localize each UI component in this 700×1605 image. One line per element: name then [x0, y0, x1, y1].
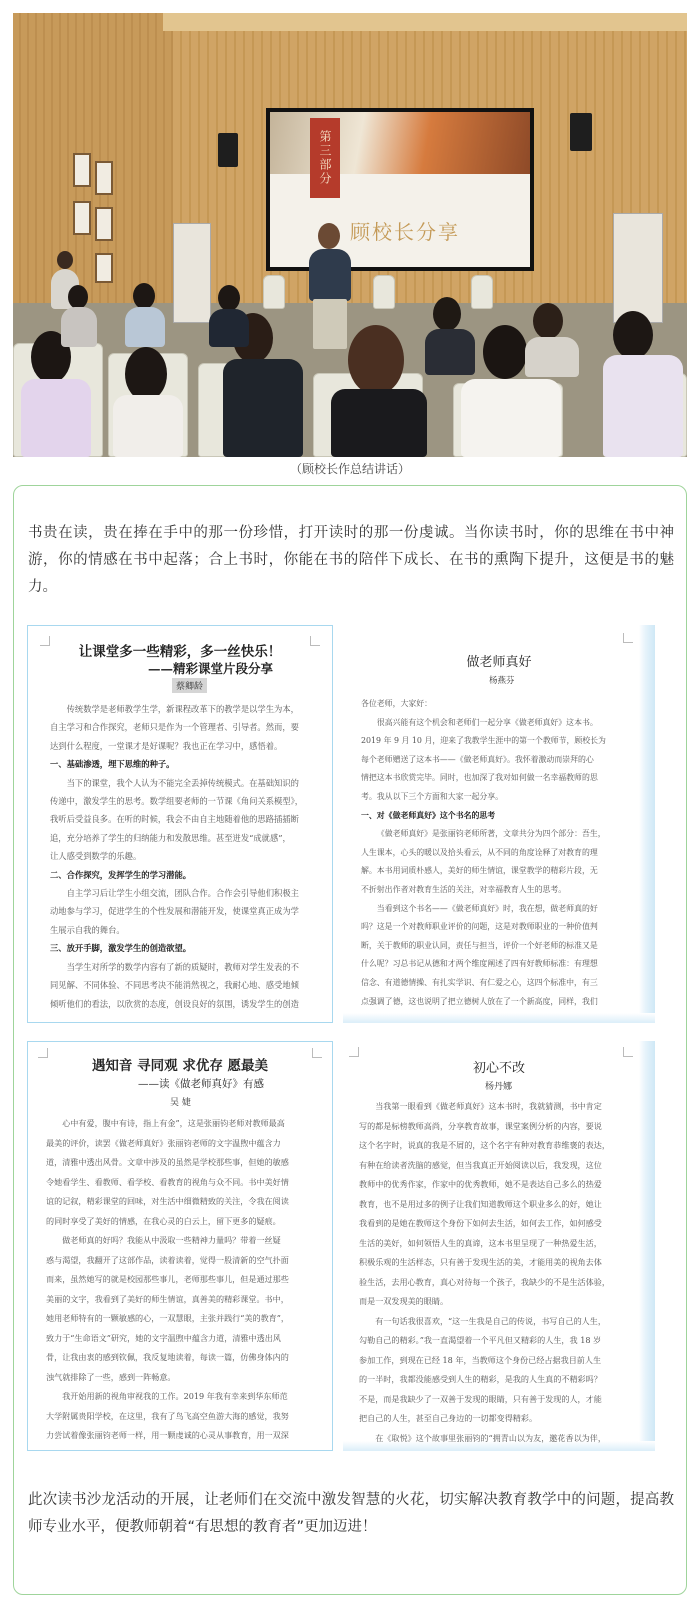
doc-line: 很高兴能有这个机会和老师们一起分享《做老师真好》这本书。: [376, 717, 598, 727]
doc-line: 而是一双发现美的眼睛。: [359, 1296, 449, 1306]
event-photo: [13, 13, 687, 457]
doc-title: 让课堂多一些精彩，多一丝快乐！: [78, 644, 282, 660]
doc-line: 当看到这个书名——《做老师真好》时，我在想，做老师真的好: [376, 903, 598, 913]
left-wood-wall: [13, 13, 173, 313]
doc-line: 追，充分培养了学生的归纳能力和发散思维。甚至迸发“成就感”，: [50, 832, 291, 843]
doc-line: 倾听他们的看法，以欣赏的态度，创设良好的氛围，诱发学生的创造: [50, 998, 299, 1009]
doc-image-good-teacher: [343, 625, 655, 1023]
doc-line: 吗？这是一个对教师职业评价的问题，这是对教师职业的一种价值判: [361, 922, 598, 932]
doc-line: 信念、有道德情操、有扎实学识、有仁爱之心，这四个标准中，有三: [361, 977, 598, 987]
wall-portrait: [95, 161, 113, 195]
doc-line: 写的都是标榜教师高尚，分享教育故事，课堂案例分析的内容，要说: [359, 1120, 602, 1131]
doc-line: 参加工作，到现在已经 18 年，当教师这个身份已经占据我目前人生: [359, 1354, 602, 1365]
doc-line: 大学附属贵阳学校，在这里，我有了鸟飞高空鱼游大海的感觉，我努: [46, 1410, 289, 1421]
doc-line: 谊的记叙，精彩课堂的回味，对生活中细微精致的关注，令我在阅读: [46, 1196, 289, 1206]
doc-line: 有种在给读者洗脑的感觉，但当我真正开始阅读以后，我发现，这位: [359, 1159, 602, 1170]
doc-line: 勾勒自己的精彩。”我一直渴望着一个平凡但又精彩的人生，我 18 岁: [359, 1335, 602, 1345]
doc-line: 她用老师特有的一颗敏感的心，一双慧眼，主张并践行“美的教育”，: [46, 1313, 289, 1323]
doc-line: 心中有爱，腹中有诗，指上有金”，这是张丽钧老师对教师最高: [62, 1118, 285, 1128]
doc-subtitle: ——精彩课堂片段分享: [148, 661, 274, 676]
doc-line: 把自己的人生，甚至自己身边的一切都变得精彩。: [359, 1413, 538, 1423]
doc-line: 积极乐观的生活样态，只有善于发现生活的美，才能用美的视角去体: [359, 1257, 602, 1267]
slide-section-tag: 第三部分: [310, 118, 340, 198]
doc-line: 在《取悦》这个故事里张丽钧的“拥青山以为友，邀花香以为伴，: [375, 1432, 606, 1443]
doc-line: 什么呢？习总书记从德和才两个维度阐述了四有好教师标准：有理想: [361, 959, 598, 969]
doc-line: 解。本书用词质朴感人，美好的师生情谊，课堂教学的精彩片段，无: [361, 866, 598, 876]
doc-line: 每个老师赠送了这本书——《做老师真好》。我怀着激动而崇拜的心: [361, 754, 594, 764]
doc-line: 一、基础渗透，埋下思维的种子。: [50, 759, 175, 770]
doc-line: 当下的课堂，我个人认为不能完全丢掉传统模式。在基础知识的: [66, 777, 299, 788]
doc-image-classroom-sharing: [27, 625, 333, 1023]
doc-line: 传递中，激发学生的思考。数学组要老师的一节课《角问关系模型》，: [50, 796, 304, 807]
doorway: [173, 223, 211, 323]
doc-subtitle: ——读《做老师真好》有感: [138, 1078, 264, 1090]
doc-image-original-aspiration: [343, 1041, 655, 1451]
doc-line: 我看到的是她在教师这个身份下如何去生活，如何去工作，如何感受: [359, 1218, 602, 1228]
doc-line: 浊气就排除了一些，感到一阵畅意。: [46, 1371, 176, 1382]
doc-line: 惑与渴望，我翻开了这部作品，读着读着，觉得一股清新的空气扑面: [46, 1254, 289, 1265]
doc-line: 做老师真的好吗？我能从中汲取一些精神力量吗？带着一丝疑: [62, 1235, 281, 1245]
doc-line: 考。我从以下三个方面和大家一起分享。: [361, 791, 504, 801]
doc-line: 我开始用新的视角审视我的工作。2019 年我有幸来到华东师范: [62, 1391, 288, 1401]
slide-banner-image: [270, 112, 530, 174]
side-door: [613, 213, 663, 323]
wall-speaker: [570, 113, 592, 151]
doc-line: 传统数学是老师教学生学，新课程改革下的教学是以学生为本，: [66, 704, 299, 714]
doc-image-reading-reflection: [27, 1041, 333, 1451]
doc-line: 道，清雅中透出风骨。文章中涉及的虽然是学校那些事，但她的敏感: [46, 1157, 289, 1167]
ceiling: [163, 13, 687, 31]
doc-line: 最美的评价，读罢《做老师真好》张丽钧老师的文字温煦中蕴含力: [46, 1137, 281, 1148]
doc-line: 的同时享受了美好的情感，在我心灵的白云上，留下更多的疑痕。: [46, 1215, 281, 1226]
wall-portrait: [95, 253, 113, 283]
doc-line: 同见解、不同体验、不同思考决不能消然视之，我耐心地、感受地倾: [50, 980, 299, 991]
doc-line: 令她看学生、看教师、看学校、看教育的视角与众不同。书中美好情: [46, 1176, 289, 1187]
stage-chair: [263, 275, 285, 309]
wall-portrait: [95, 207, 113, 241]
doc-line: 教育，也不是用过多的例子让我们知道教师这个职业多么的好，她让: [359, 1198, 602, 1209]
doc-line: 我听后受益良多。在听的时候，我会不由自主地随着他的思路插插断: [50, 814, 299, 825]
doc-line: 生活的美好，如何领悟人生的真谛，这本书里呈现了一种热爱生活，: [359, 1237, 602, 1248]
doc-line: 骨，让我由衷的感到钦佩，我反复地读着，每读一篇，仿佛身体内的: [46, 1352, 289, 1362]
doc-line: 而来，虽然她写的就是校园那些事儿，老师那些事儿，但是通过那些: [46, 1274, 289, 1284]
doc-line: 当学生对所学的数学内容有了新的质疑时，教师对学生发表的不: [66, 961, 299, 972]
doc-line: 生展示自我的舞台。: [50, 924, 125, 935]
doc-line: 一、对《做老师真好》这个书名的思考: [361, 810, 496, 820]
doc-line: 动地参与学习，促进学生的个性发展和潜能开发，使课堂真正成为学: [50, 906, 299, 917]
doc-line: 美丽的文字，我看到了美好的师生情谊，真善美的精彩课堂。书中，: [46, 1293, 289, 1304]
doc-line: 教师中的优秀作家，作家中的优秀教师，她不是表达自己多么的热爱: [359, 1179, 602, 1189]
doc-body: [361, 695, 631, 1011]
doc-line: 自主学习和合作探究，老师只是作为一个管理者、引导者。然而，要: [50, 722, 299, 733]
content-card: [13, 485, 687, 1595]
wall-portrait: [73, 201, 91, 235]
doc-line: 断，关于教师的职业认同，责任与担当，评价一个好老师的标准又是: [361, 940, 598, 950]
doc-line: 人生课本，心头的暖以及拾头看云，从不同的角度诠释了对教育的理: [361, 847, 598, 857]
doc-line: 《做老师真好》是张丽钧老师所著，文章共分为四个部分：吾生，: [376, 829, 606, 839]
doc-line: 各位老师，大家好：: [361, 699, 433, 708]
doc-line: 当我第一眼看到《做老师真好》这本书时，我就猜测，书中肯定: [375, 1101, 602, 1111]
doc-title: 遇知音 寻同观 求优存 愿最美: [91, 1058, 269, 1074]
intro-paragraph: 书贵在读，贵在捧在手中的那一份珍惜，打开读时的那一份虔诚。当你读书时，你的思维在书中神游，你的情感在书中起落；合上书时，你能在书的陪伴下成长、在书的熏陶下提升，这便是书的魅力。: [28, 525, 674, 595]
doc-author: 杨燕芬: [489, 676, 515, 686]
doc-line: 有一句话我很喜欢，“这一生我是自己的传说，书写自己的人生，: [375, 1315, 606, 1326]
doc-line: 三、放开手脚，激发学生的创造欲望。: [50, 943, 192, 954]
doc-line: 点强调了德，这也说明了把立德树人放在了一个新高度，同样，我们: [361, 996, 598, 1006]
doc-body: [359, 1097, 635, 1448]
doc-line: 二、合作探究，发挥学生的学习潜能。: [50, 869, 192, 880]
doc-body: [46, 1114, 318, 1446]
slide-title: 顾校长分享: [350, 220, 460, 244]
doc-line: 不折射出作者对教育生活的关注，对幸福教育人生的思考。: [361, 884, 567, 894]
doc-author: 蔡卿龄: [172, 678, 207, 693]
doc-author: 杨丹娜: [485, 1082, 513, 1092]
stage-chair: [471, 275, 493, 309]
doc-line: 的一半时，我都没能感受到人生的精彩，是我的人生真的不精彩吗？: [359, 1374, 602, 1384]
wall-portrait: [73, 153, 91, 187]
closing-paragraph: 此次读书沙龙活动的开展，让老师们在交流中激发智慧的火花，切实解决教育教学中的问题，提高教师专业水平，便教师朝着“有思想的教育者”更加迈进！: [28, 1492, 674, 1535]
doc-line: 自主学习后让学生小组交流，团队合作。合作会引导他们积极主: [66, 888, 299, 899]
doc-line: 验生活，去用心教育，真心对待每一个孩子，我缺少的不是生活体验，: [359, 1276, 610, 1287]
photo-caption: （顾校长作总结讲话）: [289, 462, 410, 476]
doc-line: 让人感受到数学的乐趣。: [50, 851, 142, 862]
doc-line: 不是，而是我缺少了一双善于发现的眼睛，只有善于发现的人，才能: [359, 1393, 602, 1404]
doc-line: 这个名字时，说真的我是不屑的，这个名字有种对教育恭维褒的表达，: [359, 1140, 610, 1150]
doc-line: 致力于“生命语文”研究，她的文字温煦中蕴含力道，清雅中透出风: [46, 1332, 281, 1343]
stage-chair: [373, 275, 395, 309]
doc-line: 2019 年 9 月 10 月，迎来了我教学生涯中的第一个教师节，顾校长为: [361, 736, 606, 746]
doc-line: 力尝试着像张丽钧老师一样，用一颗虔诚的心灵从事教育，用一双深: [46, 1430, 289, 1440]
wall-speaker: [218, 133, 238, 167]
doc-title: 做老师真好: [466, 655, 532, 670]
doc-title: 初心不改: [472, 1061, 525, 1076]
doc-author: 吴 婕: [170, 1098, 191, 1108]
doc-line: 达到什么程度，一堂课才是好课呢？我也正在学习中，感悟着。: [50, 740, 283, 751]
doc-body: [50, 700, 312, 1013]
projection-screen: [266, 108, 534, 271]
doc-line: 情把这本书欣赏完毕。同时，也加深了我对如何做一名幸福教师的思: [361, 773, 598, 783]
